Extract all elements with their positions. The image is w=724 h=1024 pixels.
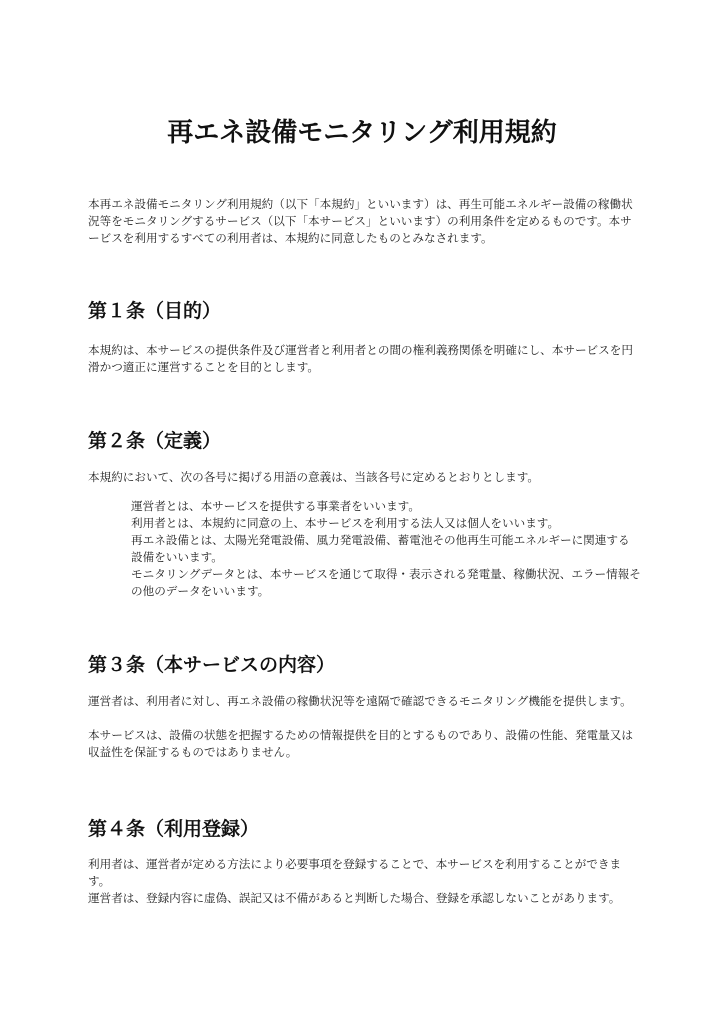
- article-3-heading: 第３条（本サービスの内容）: [88, 654, 336, 676]
- article-2-heading: 第２条（定義）: [88, 430, 222, 452]
- definition-item-monitoring-data: モニタリングデータとは、本サービスを通じて取得・表示される発電量、稼働状況、エラー情報その他のデータをいいます。: [131, 567, 641, 598]
- article-2-paragraph-1: 本規約において、次の各号に掲げる用語の意義は、当該各号に定めるとおりとします。: [88, 470, 539, 484]
- article-3-paragraph-2: 本サービスは、設備の状態を把握するための情報提供を目的とするものであり、設備の性能、発電量又は収益性を保証するものではありません。: [88, 728, 633, 759]
- intro-paragraph: 本再エネ設備モニタリング利用規約（以下「本規約」といいます）は、再生可能エネルギー設備の稼働状況等をモニタリングするサービス（以下「本サービス」といいます）の利用条件を定めるものです。本サービスを利用するすべての利用者は、本規約に同意したものとみなされます。: [88, 197, 633, 245]
- article-1-heading: 第１条（目的）: [88, 300, 222, 322]
- definition-item-user: 利用者とは、本規約に同意の上、本サービスを利用する法人又は個人をいいます。: [131, 516, 560, 530]
- definition-list: [131, 498, 641, 600]
- article-4-heading: 第４条（利用登録）: [88, 818, 260, 840]
- definition-item-renewable-equipment: 再エネ設備とは、太陽光発電設備、風力発電設備、蓄電池その他再生可能エネルギーに関連する設備をいいます。: [131, 533, 630, 564]
- definition-item-operator: 運営者とは、本サービスを提供する事業者をいいます。: [131, 499, 420, 513]
- article-3-paragraph-1: 運営者は、利用者に対し、再エネ設備の稼働状況等を遠隔で確認できるモニタリング機能を提供します。: [88, 694, 632, 708]
- article-1-paragraph-1: 本規約は、本サービスの提供条件及び運営者と利用者との間の権利義務関係を明確にし、本サービスを円滑かつ適正に運営することを目的とします。: [88, 343, 633, 374]
- page-title: 再エネ設備モニタリング利用規約: [167, 118, 557, 148]
- article-4-paragraph-1: 利用者は、運営者が定める方法により必要事項を登録することで、本サービスを利用することができます。: [88, 857, 622, 888]
- article-4-paragraph-2: 運営者は、登録内容に虚偽、誤記又は不備があると判断した場合、登録を承認しないことがあります。: [88, 891, 621, 905]
